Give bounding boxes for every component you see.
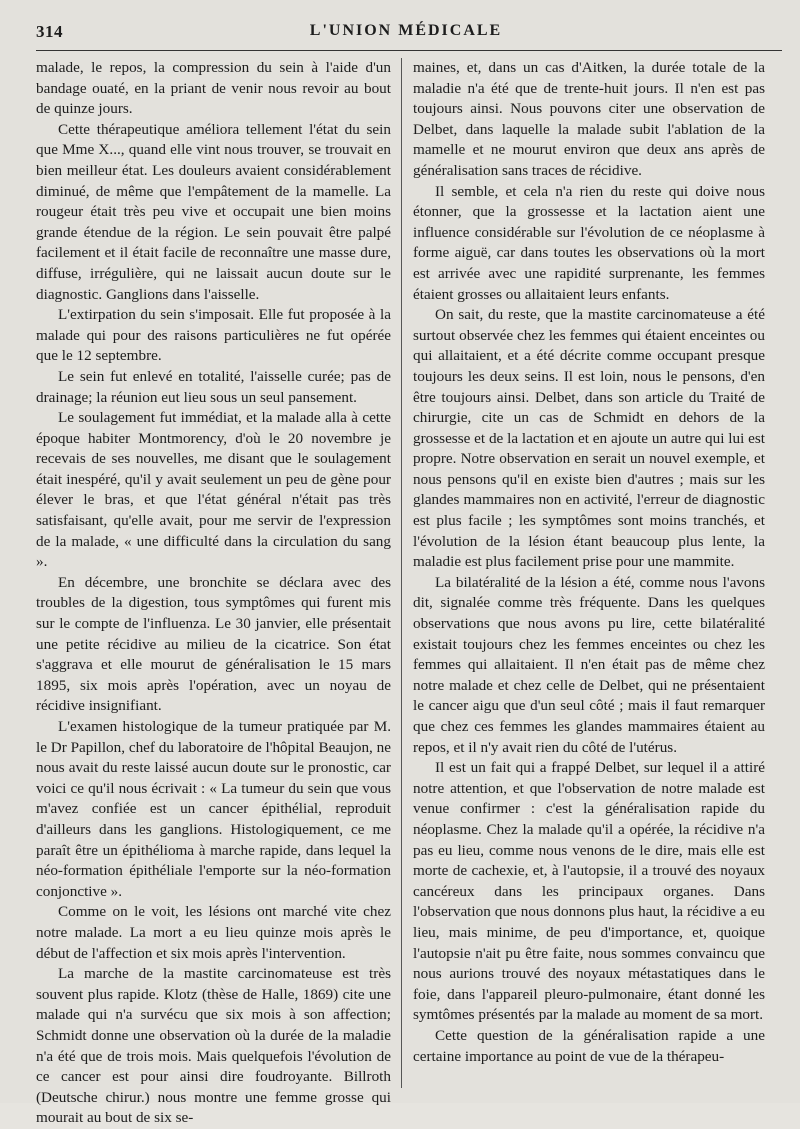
paragraph: Il est un fait qui a frappé Delbet, sur lequel il a attiré notre attention, et que l'observation de notre malade est venue confirmer : c'est la généralisation rapide du néoplasme. Chez la malade qu'il a opérée, la récidive n'a pas eu lieu, comme nous venons de le dire, mais elle est morte de cachexie, et, à l'autopsie, il a trouvé des noyaux cancéreux dans les principaux organes. Dans l'observation que nous donnons plus haut, la récidive a eu lieu, mais minime, de peu d'importance, et, quoique l'autopsie n'ait pu être faite, nous sommes convaincu que nous aurions trouvé des noyaux métastatiques dans le foie, dans l'appareil pleuro-pulmonaire, étant donné les symtômes présentés par la malade au moment de sa mort. — [413, 759, 765, 1024]
paragraph: Cette question de la généralisation rapide a une certaine importance au point de vue de la thérapeu- — [413, 1026, 765, 1065]
left-column — [36, 58, 391, 1129]
paragraph: L'extirpation du sein s'imposait. Elle fut proposée à la malade qui pour des raisons particulières ne fut opérée que le 12 septembre. — [36, 306, 391, 365]
page-number: 314 — [36, 22, 63, 41]
header-rule — [36, 50, 782, 51]
paragraph: maines, et, dans un cas d'Aitken, la durée totale de la maladie n'a été que de trente-huit jours. Il n'en est pas toujours ainsi. Nous pouvons citer une observation de Delbet, dans laquelle la malade subit l'ablation de la mamelle et ne mourut environ que deux ans après de généralisation sans traces de récidive. — [413, 59, 765, 179]
column-divider — [401, 58, 402, 1088]
right-column — [413, 58, 765, 1067]
paragraph: Comme on le voit, les lésions ont marché vite chez notre malade. La mort a eu lieu quinze mois après le début de l'affection et six mois après l'intervention. — [36, 903, 391, 962]
paragraph: Il semble, et cela n'a rien du reste qui doive nous étonner, que la grossesse et la lactation aient une influence considérable sur l'évolution de ce néoplasme à forme aiguë, car dans toutes les observations où la mort est arrivée avec une rapidité surprenante, les femmes étaient grosses ou allaitaient leurs enfants. — [413, 182, 765, 303]
page-header — [36, 18, 776, 46]
paragraph: malade, le repos, la compression du sein à l'aide d'un bandage ouaté, en la priant de venir nous revoir au bout de quinze jours. — [36, 59, 391, 118]
paragraph: La marche de la mastite carcinomateuse est très souvent plus rapide. Klotz (thèse de Halle, 1869) cite une malade qui n'a survécu que six mois à son affection; Schmidt donne une observation où la durée de la maladie n'a été que de trois mois. Mais quelquefois l'évolution de ce cancer est pour ainsi dire foudroyante. Billroth (Deutsche chirur.) nous montre une femme grosse qui mourait au bout de six se- — [36, 965, 391, 1127]
paragraph: En décembre, une bronchite se déclara avec des troubles de la digestion, tous symptômes qui furent mis sur le compte de l'influenza. Le 30 janvier, elle présentait une petite récidive au milieu de la cicatrice. Son état s'aggrava et elle mourut de généralisation le 15 mars 1895, six mois après l'opération, avec un noyau de récidive insignifiant. — [36, 573, 391, 715]
paragraph: L'examen histologique de la tumeur pratiquée par M. le Dr Papillon, chef du laboratoire de l'hôpital Beaujon, ne nous avait du reste laissé aucun doute sur le pronostic, car voici ce qu'il nous écrivait : « La tumeur du sein que vous m'avez confiée est un cancer épithélial, reproduit d'ailleurs dans les ganglions. Histologiquement, ce me paraît être un épithélioma à marche rapide, dans lequel la néo-formation épithéliale l'emporte sur la néo-formation conjonctive ». — [36, 718, 391, 900]
journal-title: L'UNION MÉDICALE — [309, 22, 503, 39]
paragraph: On sait, du reste, que la mastite carcinomateuse a été surtout observée chez les femmes qui étaient enceintes ou qui allaitaient, et a été décrite comme occupant presque toujours les deux seins. Il est loin, nous le pensons, d'en être toujours ainsi. Delbet, dans son article du Traité de chirurgie, cite un cas de Schmidt en dehors de la grossesse et de la lactation et en ajoute un autre qui lui est propre. Notre observation en serait un nouvel exemple, et nous pensons qu'il en existe bien d'autres ; mais sur les glandes mammaires non en activité, l'erreur de diagnostic est plus facile ; les symptômes sont moins tranchés, et l'évolution de la lésion étant beaucoup plus lente, la maladie est plus facilement prise pour une mammite. — [413, 306, 765, 571]
paragraph: Le sein fut enlevé en totalité, l'aisselle curée; pas de drainage; la réunion eut lieu sous un seul pansement. — [36, 367, 391, 406]
paragraph: Le soulagement fut immédiat, et la malade alla à cette époque habiter Montmorency, d'où le 20 novembre je recevais de ses nouvelles, me disant que le soulagement était inespéré, qu'il y avait seulement un peu de gène pour élever le bras, et que l'état général n'était pas très satisfaisant, qu'elle avait, pour me servir de l'expression de la malade, « une difficulté dans la circulation du sang ». — [36, 409, 391, 571]
paragraph: Cette thérapeutique améliora tellement l'état du sein que Mme X..., quand elle vint nous trouver, se trouvait en bien meilleur état. Les douleurs avaient considérablement diminué, de même que l'empâtement de la mamelle. La rougeur était très peu vive et occupait une bien moins grande étendue de la région. Le sein pouvait être palpé facilement et il était facile de reconnaître une masse dure, diffuse, irrégulière, qui ne laissait aucun doute sur le diagnostic. Ganglions dans l'aisselle. — [36, 120, 391, 303]
paragraph: La bilatéralité de la lésion a été, comme nous l'avons dit, signalée comme très fréquente. Dans les quelques observations que nous avons pu lire, cette bilatéralité existait toujours chez les femmes enceintes ou chez les femmes qui allaitaient. Il n'en était pas de même chez notre malade et chez celle de Delbet, qui ne présentaient le cancer aigu que d'un seul côté ; mais il faut remarquer que chez ces femmes les glandes mammaires étaient au repos, et il n'y avait rien du côté de l'utérus. — [413, 573, 765, 756]
